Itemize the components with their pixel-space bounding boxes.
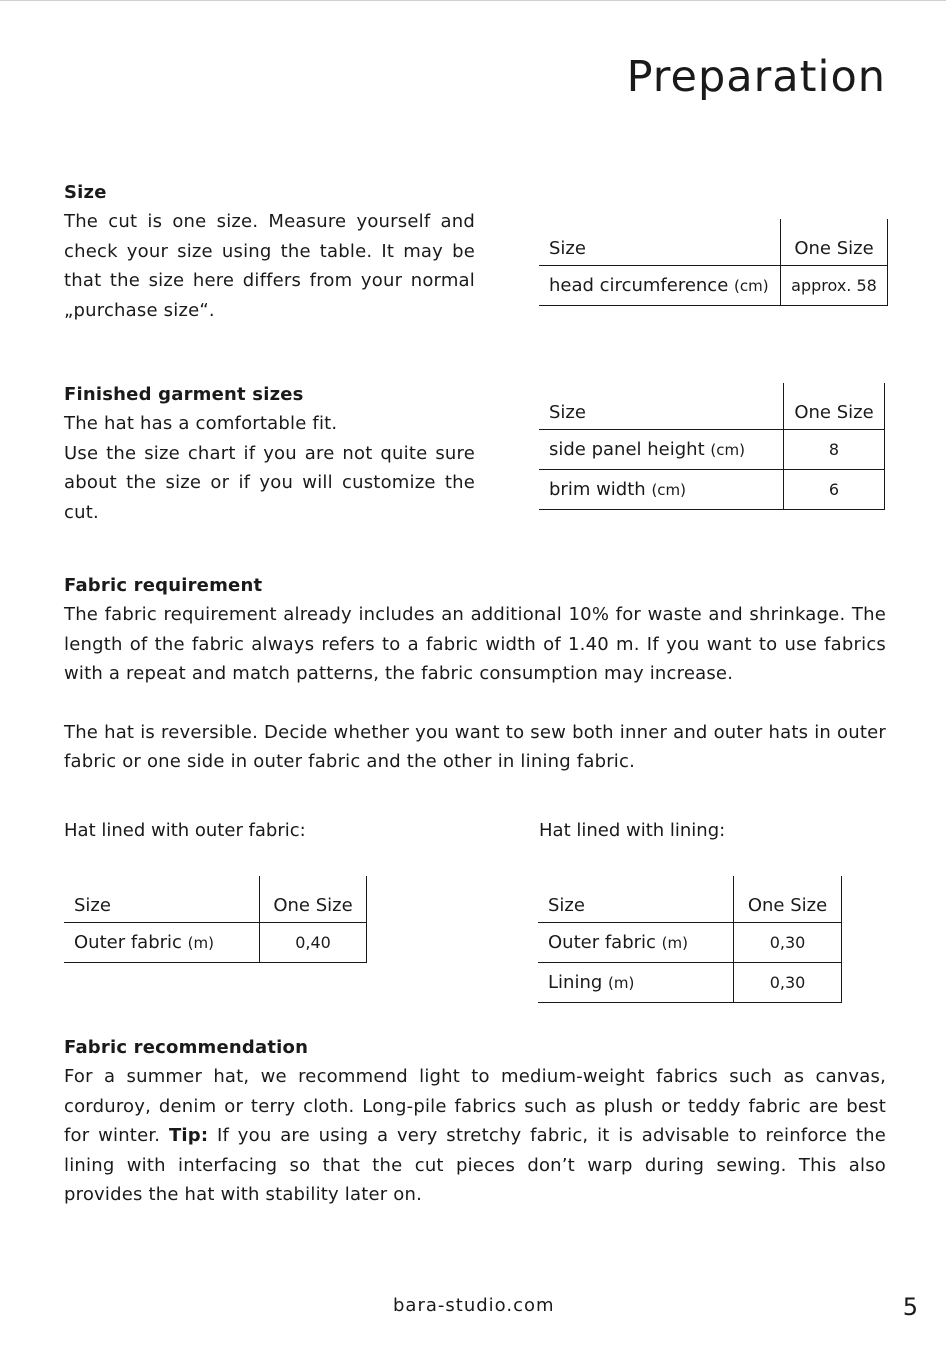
table-cell-value: 0,30 (734, 923, 842, 963)
table-header-one-size: One Size (734, 876, 842, 923)
fabric-requirement-para2: The hat is reversible. Decide whether you want to sew both inner and outer hats in outer fabric or one side in outer fabric and the other in lining fabric. (64, 721, 886, 772)
table-cell-value: approx. 58 (781, 266, 888, 306)
outer-table-caption: Hat lined with outer fabric: (64, 820, 306, 841)
outer-fabric-table (64, 876, 367, 963)
table-header-row (64, 876, 367, 923)
table-row (538, 923, 842, 963)
size-table (539, 219, 888, 306)
table-row (539, 470, 885, 510)
table-header-size: Size (64, 876, 260, 923)
finished-sizes-table (539, 383, 885, 510)
fabric-requirement-para1: The fabric requirement already includes an additional 10% for waste and shrinkage. The length of the fabric always refers to a fabric width of 1.40 m. If you want to use fabrics with a repeat and match patterns, the fabric consumption may increase. (64, 604, 886, 684)
table-row (539, 430, 885, 470)
table-header-row (539, 219, 888, 266)
page-title: Preparation (626, 52, 886, 102)
fabric-recommendation-section (64, 1034, 886, 1210)
table-header-one-size: One Size (781, 219, 888, 266)
page-top-border (0, 0, 946, 1)
tip-body: If you are using a very stretchy fabric, it is advisable to reinforce the lining with interfacing so that the cut pieces don’t warp during sewing. This also provides the hat with stability later on. (64, 1125, 887, 1205)
table-cell-label: Lining (m) (538, 963, 734, 1003)
table-cell-value: 8 (784, 430, 885, 470)
table-cell-value: 0,30 (734, 963, 842, 1003)
table-cell-label: head circumference (cm) (539, 266, 781, 306)
fabric-recommendation-heading: Fabric recommendation (64, 1037, 309, 1058)
table-header-size: Size (538, 876, 734, 923)
size-heading: Size (64, 182, 107, 203)
fabric-requirement-section (64, 572, 886, 777)
tip-label: Tip: (168, 1125, 209, 1146)
table-cell-value: 0,40 (260, 923, 367, 963)
table-row (64, 923, 367, 963)
table-cell-label: brim width (cm) (539, 470, 784, 510)
size-body: The cut is one size. Measure yourself and check your size using the table. It may be that the size here differs from your normal „purchase size“. (64, 211, 475, 321)
table-row (538, 963, 842, 1003)
table-header-size: Size (539, 219, 781, 266)
table-header-one-size: One Size (260, 876, 367, 923)
table-cell-value: 6 (784, 470, 885, 510)
lining-table (538, 876, 842, 1003)
table-cell-label: Outer fabric (m) (64, 923, 260, 963)
table-header-row (538, 876, 842, 923)
table-cell-label: Outer fabric (m) (538, 923, 734, 963)
finished-sizes-section (64, 381, 475, 527)
finished-sizes-line2: Use the size chart if you are not quite sure about the size or if you will customize the cut. (64, 442, 475, 523)
table-header-size: Size (539, 383, 784, 430)
table-row (539, 266, 888, 306)
fabric-requirement-heading: Fabric requirement (64, 575, 263, 596)
finished-sizes-heading: Finished garment sizes (64, 384, 304, 405)
table-header-row (539, 383, 885, 430)
lining-table-caption: Hat lined with lining: (539, 820, 726, 841)
table-header-one-size: One Size (784, 383, 885, 430)
page-number: 5 (902, 1293, 918, 1321)
finished-sizes-line1: The hat has a comfortable fit. (64, 413, 338, 434)
size-section (64, 179, 475, 325)
footer-website: bara-studio.com (393, 1295, 555, 1316)
fabric-recommendation-body: For a summer hat, we recommend light to medium-weight fabrics such as canvas, corduroy, denim or terry cloth. Long-pile fabrics such as plush or teddy fabric are best for winter. Tip: If you are using a very stretchy fabric, it is advisable to reinforce the lining with interfacing so that the cut pieces don’t warp during sewing. This also provides the hat with stability later on. (64, 1066, 887, 1205)
table-cell-label: side panel height (cm) (539, 430, 784, 470)
